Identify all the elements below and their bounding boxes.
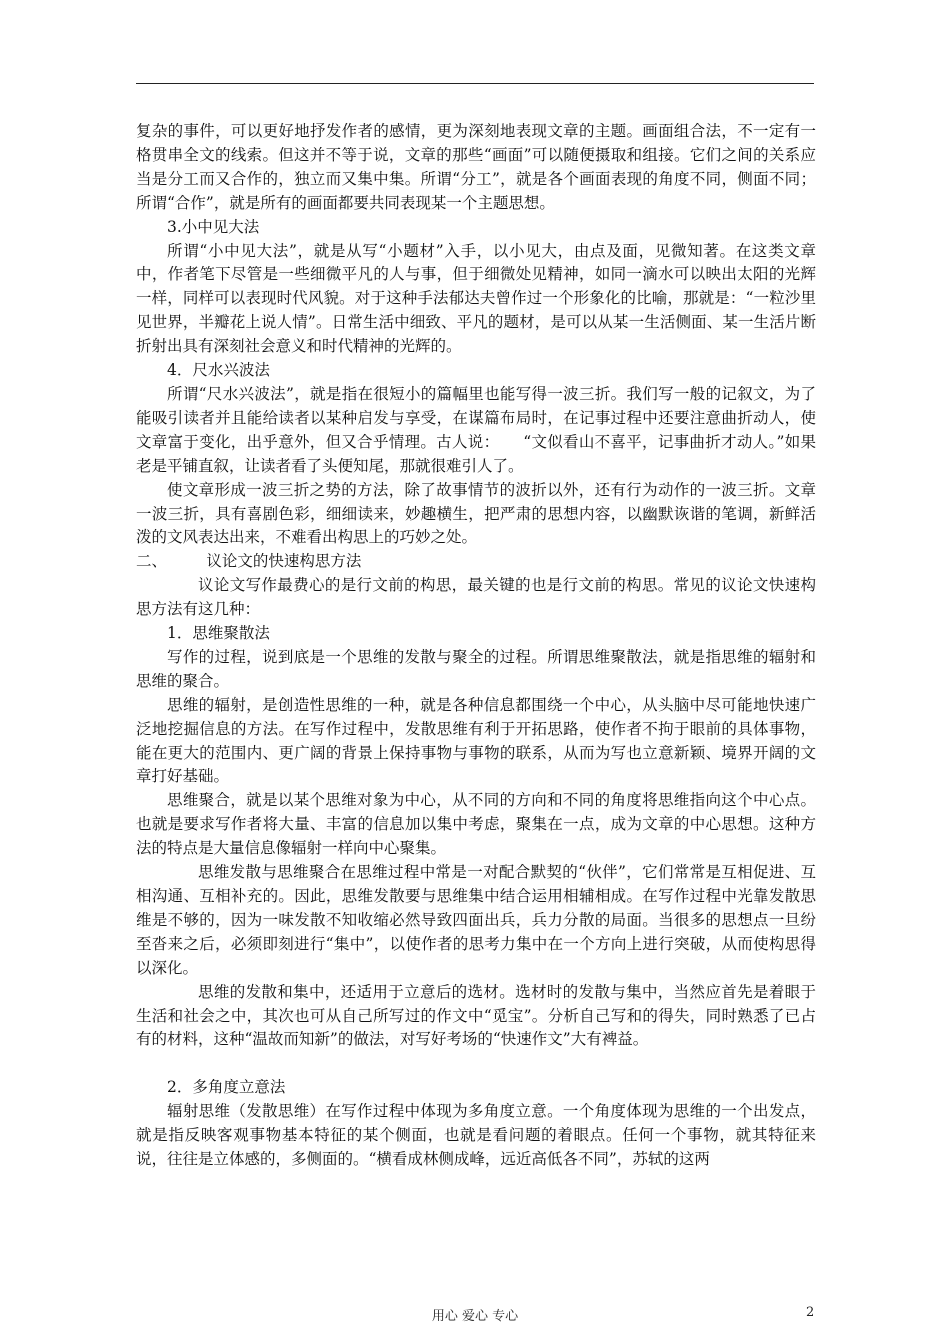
paragraph: 思维的发散和集中，还适用于立意后的选材。选材时的发散与集中，当然应首先是着眼于生活和社会之中，其次也可从自己所写过的作文中“觅宝”。分析自己写和的得失，同时熟悉了已占有的材料，这种“温故而知新”的做法，对写好考场的“快速作文”大有裨益。 (136, 982, 816, 1049)
paragraph: 思维聚合，就是以某个思维对象为中心，从不同的方向和不同的角度将思维指向这个中心点。也就是要求写作者将大量、丰富的信息加以集中考虑，聚集在一点，成为文章的中心思想。这种方法的特点是大量信息像辐射一样向中心聚集。 (136, 791, 816, 858)
subheading-multi-angle: 2．多角度立意法 (167, 1078, 286, 1097)
section-heading-argumentative: 二、 议论文的快速构思方法 (136, 552, 362, 571)
document-body (136, 120, 816, 1172)
paragraph: 思维的辐射，是创造性思维的一种，就是各种信息都围绕一个中心，从头脑中尽可能地快速广泛地挖掘信息的方法。在写作过程中，发散思维有利于开拓思路，使作者不拘于眼前的具体事物，能在更大的范围内、更广阔的背景上保持事物与事物的联系，从而为写也立意新颖、境界开阔的文章打好基础。 (136, 695, 816, 786)
subheading-divergent-convergent: 1．思维聚散法 (167, 624, 270, 643)
page-number: 2 (806, 1305, 815, 1320)
paragraph: 议论文写作最费心的是行文前的构思，最关键的也是行文前的构思。常见的议论文快速构思方法有这几种： (136, 576, 816, 619)
subheading-small-to-big: 3.小中见大法 (167, 217, 260, 236)
paragraph: 复杂的事件，可以更好地抒发作者的感情，更为深刻地表现文章的主题。画面组合法，不一定有一格贯串全文的线索。但这并不等于说，文章的那些“画面”可以随便摄取和组接。它们之间的关系应当是分工而又合作的，独立而又集中集。所谓“分工”，就是各个画面表现的角度不同，侧面不同；所谓“合作”，就是所有的画面都要共同表现某一个主题思想。 (136, 122, 816, 212)
paragraph: 写作的过程，说到底是一个思维的发散与聚全的过程。所谓思维聚散法，就是指思维的辐射和思维的聚合。 (136, 647, 816, 690)
paragraph: 所谓“小中见大法”，就是从写“小题材”入手，以小见大，由点及面，见微知著。在这类文章中，作者笔下尽管是一些细微平凡的人与事，但于细微处见精神，如同一滴水可以映出太阳的光辉一样，同样可以表现时代风貌。对于这种手法郁达夫曾作过一个形象化的比喻，那就是：“一粒沙里见世界，半瓣花上说人情”。日常生活中细致、平凡的题材，是可以从某一生活侧面、某一生活片断折射出具有深刻社会意义和时代精神的光辉的。 (136, 241, 816, 356)
blank-line (136, 1052, 816, 1076)
paragraph: 使文章形成一波三折之势的方法，除了故事情节的波折以外，还有行为动作的一波三折。文章一波三折，具有喜剧色彩，细细读来，妙趣横生，把严肃的思想内容，以幽默诙谐的笔调，新鲜活泼的文风表达出来，不难看出构思上的巧妙之处。 (136, 480, 816, 547)
subheading-ripple: 4．尺水兴波法 (167, 361, 270, 380)
paragraph: 思维发散与思维聚合在思维过程中常是一对配合默契的“伙伴”，它们常常是互相促进、互相沟通、互相补充的。因此，思维发散要与思维集中结合运用相辅相成。在写作过程中光靠发散思维是不够的，因为一味发散不知收缩必然导致四面出兵，兵力分散的局面。当很多的思想点一旦纷至沓来之后，必须即刻进行“集中”，以使作者的思考力集中在一个方向上进行突破，从而使构思得以深化。 (136, 863, 816, 977)
paragraph: 辐射思维（发散思维）在写作过程中体现为多角度立意。一个角度体现为思维的一个出发点，就是指反映客观事物基本特征的某个侧面，也就是看问题的着眼点。任何一个事物，就其特征来说，往往是立体感的，多侧面的。“横看成林侧成峰，远近高低各不同”，苏轼的这两 (136, 1102, 816, 1169)
footer-motto: 用心 爱心 专心 (431, 1309, 519, 1324)
header-rule (136, 83, 814, 84)
paragraph: 所谓“尺水兴波法”，就是指在很短小的篇幅里也能写得一波三折。我们写一般的记叙文，为了能吸引读者并且能给读者以某种启发与享受，在谋篇布局时，在记事过程中还要注意曲折动人，使文章富于变化，出乎意外，但又合乎情理。古人说： “文似看山不喜平，记事曲折才动人。”如果老是平铺直叙，让读者看了头便知尾，那就很难引人了。 (136, 384, 816, 475)
